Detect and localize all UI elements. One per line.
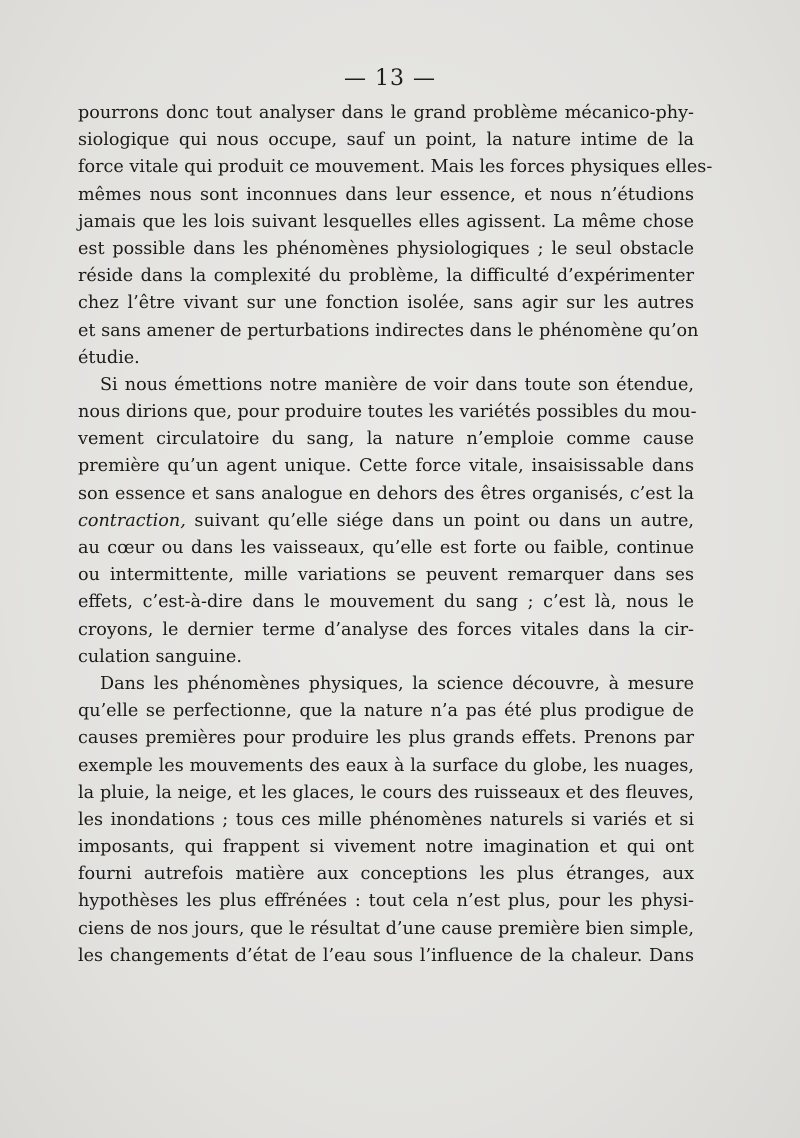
text-line: les changements d’état de l’eau sous l’influence de la chaleur. Dans [78,945,694,966]
text-line: son essence et sans analogue en dehors des êtres organisés, c’est la [78,483,694,504]
body-text [78,100,713,970]
text-line: réside dans la complexité du problème, la difficulté d’expérimenter [78,266,694,287]
text-line: ou intermittente, mille variations se peuvent remarquer dans ses [78,565,694,586]
text-line: jamais que les lois suivant lesquelles elles agissent. La même chose [78,211,694,232]
text-line: force vitale qui produit ce mouvement. Mais les forces physiques elles- [78,157,713,178]
text-line: les inondations ; tous ces mille phénomènes naturels si variés et si [78,809,694,830]
text-line: hypothèses les plus effrénées : tout cela n’est plus, pour les physi- [78,891,694,912]
text-line: culation sanguine. [78,646,242,667]
text-line: nous dirions que, pour produire toutes les variétés possibles du mou- [78,402,697,423]
italic-term: contraction, [78,510,186,531]
text-line: au cœur ou dans les vaisseaux, qu’elle est forte ou faible, continue [78,538,694,558]
text-line: exemple les mouvements des eaux à la surface du globe, les nuages, [78,755,694,776]
text-line: contraction, suivant qu’elle siége dans un point ou dans un autre, [78,510,694,531]
text-line: est possible dans les phénomènes physiologiques ; le seul obstacle [78,238,694,259]
text-line: chez l’être vivant sur une fonction isolée, sans agir sur les autres [78,293,694,314]
text-line: étudie. [78,347,140,368]
text-line: vement circulatoire du sang, la nature n’emploie comme cause [78,429,694,450]
text-line: effets, c’est-à-dire dans le mouvement du sang ; c’est là, nous le [78,592,694,613]
text-line: siologique qui nous occupe, sauf un point, la nature intime de la [78,130,694,151]
page-number: — 13 — [344,66,436,91]
text-line: Dans les phénomènes physiques, la science découvre, à mesure [100,673,694,694]
text-line: la pluie, la neige, et les glaces, le cours des ruisseaux et des fleuves, [78,782,694,803]
text-line: première qu’un agent unique. Cette force vitale, insaisissable dans [78,456,694,477]
text-line: ciens de nos jours, que le résultat d’une cause première bien simple, [78,918,694,939]
text-line: fourni autrefois matière aux conceptions les plus étranges, aux [78,864,694,885]
text-line: croyons, le dernier terme d’analyse des forces vitales dans la cir- [78,619,694,640]
text-line: mêmes nous sont inconnues dans leur essence, et nous n’étudions [78,184,694,205]
text-line: causes premières pour produire les plus grands effets. Prenons par [78,728,694,749]
text-line: qu’elle se perfectionne, que la nature n’a pas été plus prodigue de [78,701,694,722]
text-line: pourrons donc tout analyser dans le grand problème mécanico-phy- [78,103,694,123]
text-line: et sans amener de perturbations indirectes dans le phénomène qu’on [78,320,699,341]
text-line: Si nous émettions notre manière de voir dans toute son étendue, [100,374,694,395]
text-line: imposants, qui frappent si vivement notre imagination et qui ont [78,837,694,858]
